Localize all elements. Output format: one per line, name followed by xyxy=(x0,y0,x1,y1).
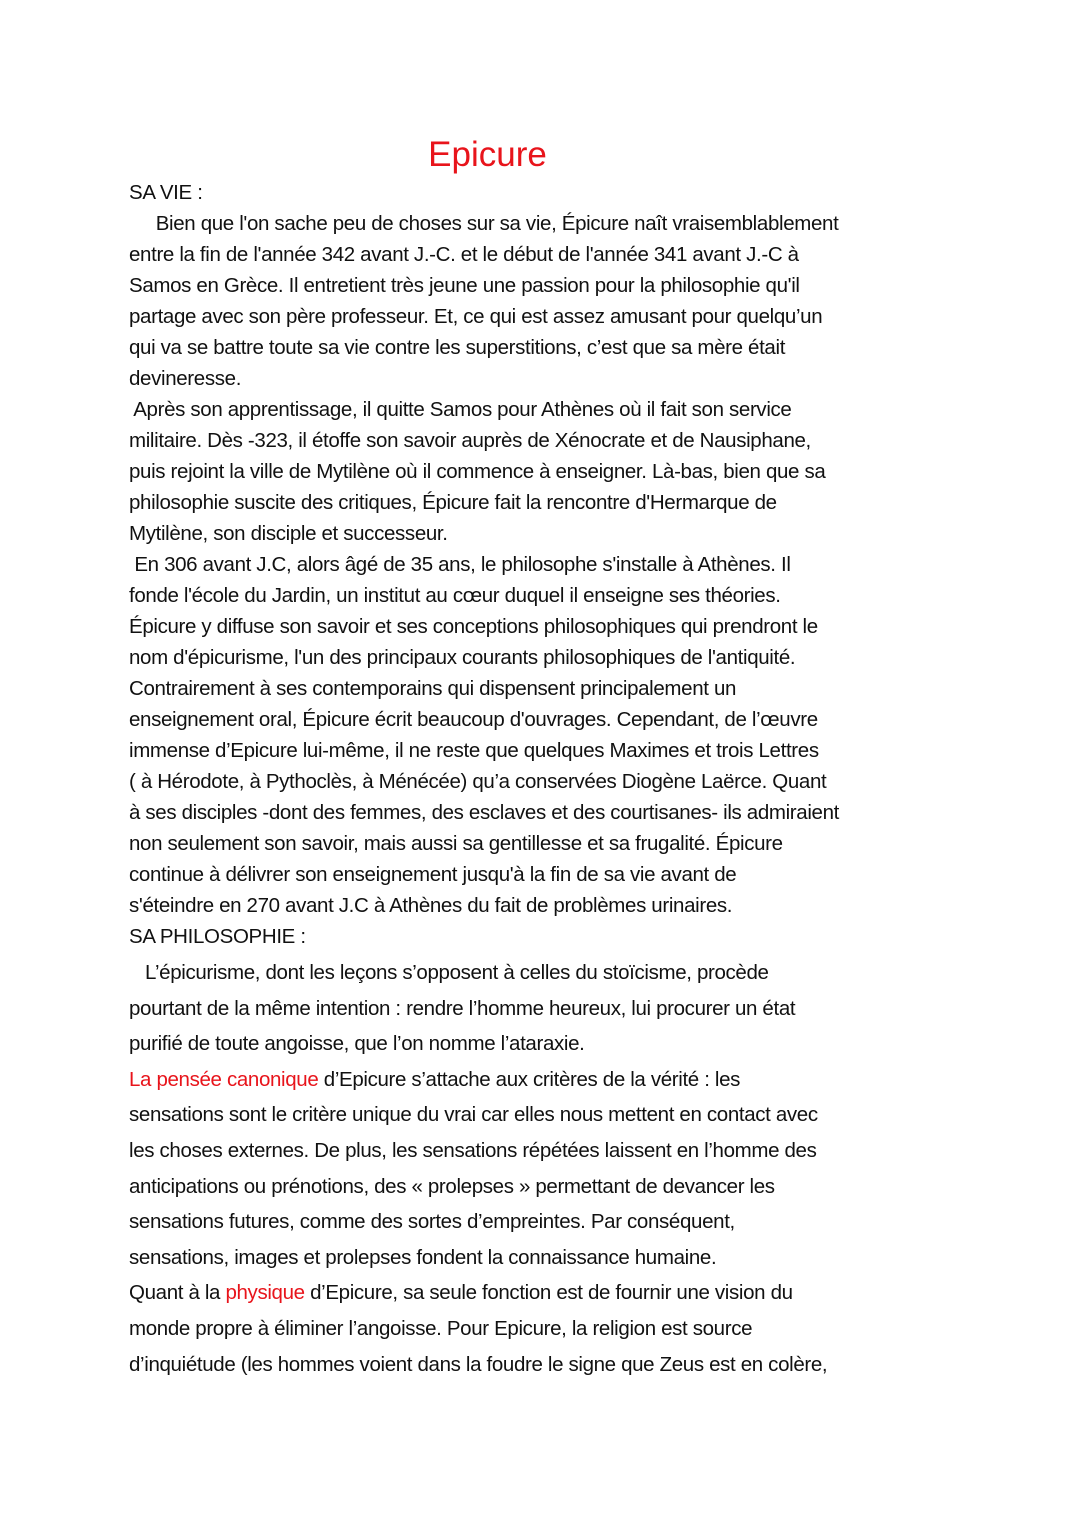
text-line xyxy=(129,1204,1029,1240)
text-line xyxy=(129,1240,1029,1276)
text-line: Bien que l'on sache peu de choses sur sa vie, Épicure naît vraisemblablement xyxy=(129,212,839,235)
text-line: à ses disciples -dont des femmes, des esclaves et des courtisanes- ils admiraient xyxy=(129,801,839,824)
section-heading: SA PHILOSOPHIE : xyxy=(129,925,306,948)
highlighted-term: La pensée canonique xyxy=(129,1067,319,1091)
text-segment: Quant à la xyxy=(129,1281,226,1305)
text-segment: monde propre à éliminer l’angoisse. Pour Epicure, la religion est source xyxy=(129,1316,753,1340)
highlighted-term: physique xyxy=(225,1281,305,1305)
text-line: Mytilène, son disciple et successeur. xyxy=(129,522,448,545)
section-heading: SA VIE : xyxy=(129,181,203,204)
text-segment: d’inquiétude (les hommes voient dans la foudre le signe que Zeus est en colère, xyxy=(129,1352,828,1376)
text-line: enseignement oral, Épicure écrit beaucoup d'ouvrages. Cependant, de l’œuvre xyxy=(129,708,818,731)
text-line: Épicure y diffuse son savoir et ses conceptions philosophiques qui prendront le xyxy=(129,615,818,638)
section-sa-vie xyxy=(129,177,1029,952)
text-line xyxy=(129,1169,1029,1205)
text-line: s'éteindre en 270 avant J.C à Athènes du fait de problèmes urinaires. xyxy=(129,894,733,917)
text-line xyxy=(129,1347,1029,1383)
text-line: Samos en Grèce. Il entretient très jeune une passion pour la philosophie qu'il xyxy=(129,274,800,297)
text-segment: pourtant de la même intention : rendre l’homme heureux, lui procurer un état xyxy=(129,996,796,1020)
text-line: ( à Hérodote, à Pythoclès, à Ménécée) qu’a conservées Diogène Laërce. Quant xyxy=(129,770,827,793)
text-line xyxy=(129,1275,1029,1311)
text-line: qui va se battre toute sa vie contre les superstitions, c’est que sa mère était xyxy=(129,336,786,359)
text-line xyxy=(129,991,1029,1027)
text-segment: sensations, images et prolepses fondent la connaissance humaine. xyxy=(129,1245,717,1269)
text-line: En 306 avant J.C, alors âgé de 35 ans, le philosophe s'installe à Athènes. Il xyxy=(129,553,791,576)
text-segment: d’Epicure, sa seule fonction est de fournir une vision du xyxy=(304,1281,793,1305)
text-line: immense d’Epicure lui-même, il ne reste que quelques Maximes et trois Lettres xyxy=(129,739,819,762)
text-line: puis rejoint la ville de Mytilène où il commence à enseigner. Là-bas, bien que sa xyxy=(129,460,826,483)
text-line: fonde l'école du Jardin, un institut au cœur duquel il enseigne ses théories. xyxy=(129,584,781,607)
text-line: continue à délivrer son enseignement jusqu'à la fin de sa vie avant de xyxy=(129,863,737,886)
text-line: philosophie suscite des critiques, Épicure fait la rencontre d'Hermarque de xyxy=(129,491,777,514)
text-segment: les choses externes. De plus, les sensations répétées laissent en l’homme des xyxy=(129,1138,817,1162)
text-segment: d’Epicure s’attache aux critères de la vérité : les xyxy=(318,1067,741,1091)
text-segment: anticipations ou prénotions, des « prolepses » permettant de devancer les xyxy=(129,1174,775,1198)
text-line: partage avec son père professeur. Et, ce qui est assez amusant pour quelqu’un xyxy=(129,305,823,328)
section-sa-philosophie xyxy=(129,955,1029,1382)
text-line: devineresse. xyxy=(129,367,242,390)
text-line: nom d'épicurisme, l'un des principaux courants philosophiques de l'antiquité. xyxy=(129,646,796,669)
text-line: entre la fin de l'année 342 avant J.-C. et le début de l'année 341 avant J.-C à xyxy=(129,243,799,266)
text-line: non seulement son savoir, mais aussi sa gentillesse et sa frugalité. Épicure xyxy=(129,832,783,855)
text-line: militaire. Dès -323, il étoffe son savoir auprès de Xénocrate et de Nausiphane, xyxy=(129,429,811,452)
text-segment: sensations sont le critère unique du vrai car elles nous mettent en contact avec xyxy=(129,1103,818,1127)
text-line xyxy=(129,1311,1029,1347)
text-line xyxy=(129,1062,1029,1098)
text-line xyxy=(129,1133,1029,1169)
text-segment: L’épicurisme, dont les leçons s’opposent à celles du stoïcisme, procède xyxy=(129,961,769,984)
text-line xyxy=(129,955,1029,991)
text-line: Contrairement à ses contemporains qui dispensent principalement un xyxy=(129,677,737,700)
text-segment: purifié de toute angoisse, que l’on nomme l’ataraxie. xyxy=(129,1032,585,1056)
text-line xyxy=(129,1026,1029,1062)
text-line: Après son apprentissage, il quitte Samos pour Athènes où il fait son service xyxy=(129,398,792,421)
text-segment: sensations futures, comme des sortes d’empreintes. Par conséquent, xyxy=(129,1210,735,1234)
document-title: Epicure xyxy=(428,135,547,174)
text-line xyxy=(129,1097,1029,1133)
